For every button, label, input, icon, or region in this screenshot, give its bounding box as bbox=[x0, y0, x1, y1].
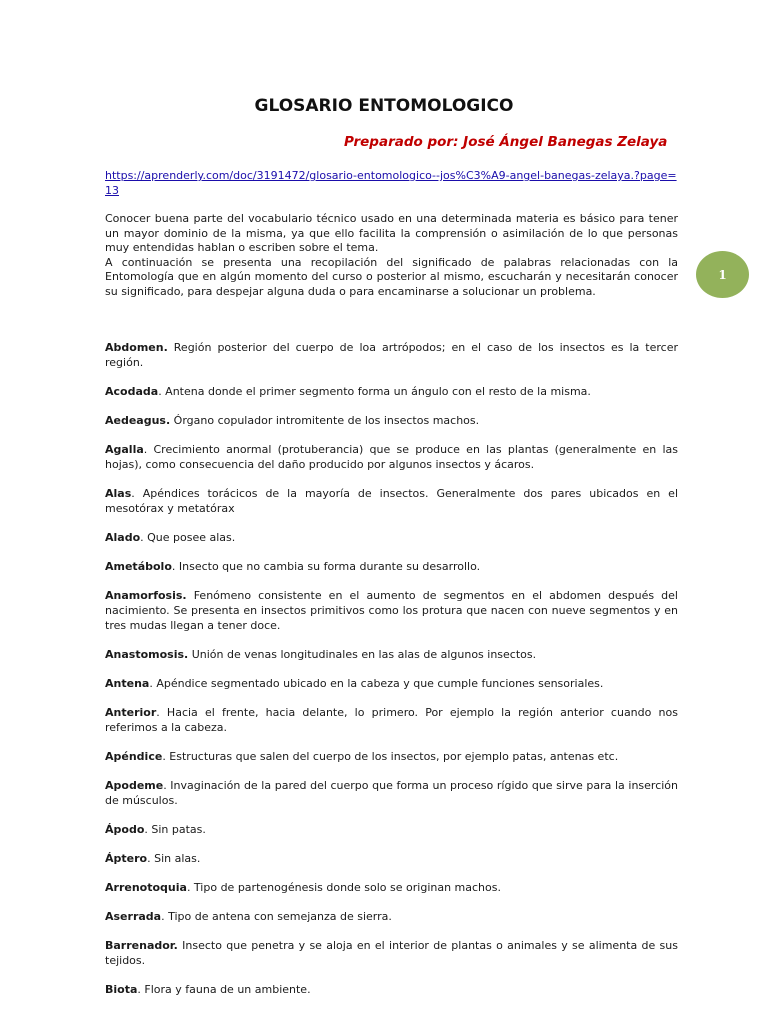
entry-term: Aedeagus. bbox=[105, 414, 171, 427]
entry-definition: Insecto que penetra y se aloja en el interior de plantas o animales y se alimenta de sus tejidos. bbox=[105, 939, 678, 967]
glossary-entry bbox=[105, 880, 678, 895]
author-line: Preparado por: José Ángel Banegas Zelaya bbox=[344, 134, 668, 150]
glossary-entry bbox=[105, 486, 678, 516]
glossary-entry bbox=[105, 822, 678, 837]
entry-term: Agalla bbox=[105, 443, 144, 456]
entry-term: Anamorfosis. bbox=[105, 589, 187, 602]
entry-definition: Unión de venas longitudinales en las alas de algunos insectos. bbox=[188, 648, 537, 661]
entry-term: Aserrada bbox=[105, 910, 162, 923]
entry-term: Alas bbox=[105, 487, 132, 500]
entry-definition: . Sin alas. bbox=[147, 852, 201, 865]
glossary-entry bbox=[105, 413, 678, 428]
entry-definition: Región posterior del cuerpo de loa artrópodos; en el caso de los insectos es la tercer región. bbox=[105, 341, 678, 369]
entry-definition: . Insecto que no cambia su forma durante su desarrollo. bbox=[171, 560, 481, 573]
entry-term: Antena bbox=[105, 677, 150, 690]
entry-definition: . Apéndices torácicos de la mayoría de insectos. Generalmente dos pares ubicados en el mesotórax y metatórax bbox=[105, 487, 678, 515]
entry-term: Abdomen. bbox=[105, 341, 168, 354]
entry-definition: . Sin patas. bbox=[144, 823, 206, 836]
entry-definition: Órgano copulador intromitente de los insectos machos. bbox=[170, 414, 480, 427]
entry-definition: Fenómeno consistente en el aumento de segmentos en el abdomen después del nacimiento. Se presenta en insectos primitivos como los protura que nacen con nueve segmentos y en tres mudas llegan a tener doce. bbox=[105, 589, 678, 632]
glossary-entry bbox=[105, 559, 678, 574]
glossary-entry bbox=[105, 647, 678, 662]
entry-definition: . Antena donde el primer segmento forma un ángulo con el resto de la misma. bbox=[158, 385, 591, 398]
glossary-entry bbox=[105, 588, 678, 633]
glossary-entry bbox=[105, 676, 678, 691]
entry-definition: . Hacia el frente, hacia delante, lo primero. Por ejemplo la región anterior cuando nos referimos a la cabeza. bbox=[105, 706, 678, 734]
entry-term: Anterior bbox=[105, 706, 157, 719]
glossary-entry bbox=[105, 530, 678, 545]
entry-definition: . Tipo de partenogénesis donde solo se originan machos. bbox=[186, 881, 501, 894]
glossary-entry bbox=[105, 851, 678, 866]
glossary-entry bbox=[105, 909, 678, 924]
document-title: GLOSARIO ENTOMOLOGICO bbox=[254, 96, 514, 116]
glossary-entry bbox=[105, 384, 678, 399]
intro-paragraph-1: Conocer buena parte del vocabulario técnico usado en una determinada materia es básico para tener un mayor dominio de la misma, ya que ello facilita la comprensión o asimilación de lo que personas muy entendidas hablan o escriben sobre el tema. bbox=[105, 212, 678, 255]
glossary-entry bbox=[105, 749, 678, 764]
entry-term: Ápodo bbox=[105, 823, 145, 836]
glossary-list bbox=[105, 340, 678, 1011]
source-link[interactable]: https://aprenderly.com/doc/3191472/glosario-entomologico--jos%C3%A9-angel-banegas-zelaya.?page=13 bbox=[105, 169, 677, 197]
glossary-entry bbox=[105, 442, 678, 472]
entry-term: Arrenotoquia bbox=[105, 881, 187, 894]
entry-term: Acodada bbox=[105, 385, 159, 398]
entry-definition: . Invaginación de la pared del cuerpo que forma un proceso rígido que sirve para la inserción de músculos. bbox=[105, 779, 678, 807]
entry-term: Alado bbox=[105, 531, 141, 544]
entry-definition: . Que posee alas. bbox=[140, 531, 236, 544]
entry-definition: . Flora y fauna de un ambiente. bbox=[137, 983, 311, 996]
intro-paragraph-2: A continuación se presenta una recopilación del significado de palabras relacionadas con la Entomología que en algún momento del curso o posterior al mismo, escucharán y necesitarán conocer su significado, para despejar alguna duda o para encaminarse a solucionar un problema. bbox=[105, 255, 678, 298]
entry-term: Apéndice bbox=[105, 750, 163, 763]
entry-term: Ametábolo bbox=[105, 560, 172, 573]
glossary-entry bbox=[105, 982, 678, 997]
page-number-badge: 1 bbox=[696, 251, 749, 298]
entry-term: Barrenador. bbox=[105, 939, 178, 952]
glossary-entry bbox=[105, 340, 678, 370]
entry-term: Áptero bbox=[105, 852, 148, 865]
entry-term: Biota bbox=[105, 983, 138, 996]
glossary-entry bbox=[105, 705, 678, 735]
glossary-entry bbox=[105, 778, 678, 808]
entry-definition: . Apéndice segmentado ubicado en la cabeza y que cumple funciones sensoriales. bbox=[149, 677, 604, 690]
entry-definition: . Estructuras que salen del cuerpo de los insectos, por ejemplo patas, antenas etc. bbox=[162, 750, 619, 763]
entry-definition: . Crecimiento anormal (protuberancia) que se produce en las plantas (generalmente en las hojas), como consecuencia del daño producido por algunos insectos y ácaros. bbox=[105, 443, 678, 471]
entry-definition: . Tipo de antena con semejanza de sierra. bbox=[161, 910, 392, 923]
glossary-entry bbox=[105, 938, 678, 968]
intro-text bbox=[105, 212, 678, 300]
entry-term: Apodeme bbox=[105, 779, 164, 792]
entry-term: Anastomosis. bbox=[105, 648, 189, 661]
